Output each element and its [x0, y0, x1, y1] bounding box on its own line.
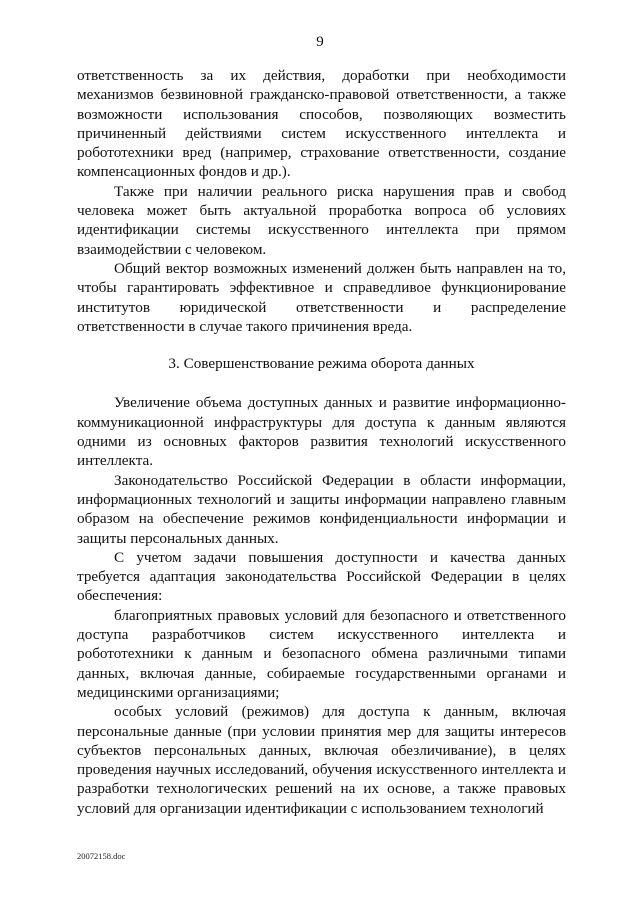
document-body	[77, 66, 566, 818]
page-number: 9	[316, 34, 324, 50]
paragraph-ai-identification: Также при наличии реального риска нарушения прав и свобод человека может быть актуальной проработка вопроса об условиях идентификации системы искусственного интеллекта при прямом взаимодействии с человеком.	[77, 182, 566, 258]
paragraph-legislation: Законодательство Российской Федерации в области информации, информационных технологий и защиты информации направлено главным образом на обеспечение режимов конфиденциальности информации и защиты персональных данных.	[77, 471, 566, 547]
paragraph-liability-continuation: ответственность за их действия, доработки при необходимости механизмов безвиновной гражданско-правовой ответственности, а также возможности использования способов, позволяющих возместить причиненный действиями систем искусственного интеллекта и робототехники вред (например, страхование ответственности, создание компенсационных фондов и др.).	[77, 67, 566, 181]
paragraph-data-volume: Увеличение объема доступных данных и развитие информационно-коммуникационной инфраструктуры для доступа к данным являются одними из основных факторов развития технологий искусственного интеллекта.	[77, 394, 566, 470]
list-item-special-conditions: особых условий (режимов) для доступа к данным, включая персональные данные (при условии принятия мер для защиты интересов субъектов персональных данных, включая обезличивание), в целях проведения научных исследований, обучения искусственного интеллекта и разработки технологических решений на их основе, а также правовых условий для организации идентификации с использованием технологий	[77, 703, 566, 817]
paragraph-adaptation: С учетом задачи повышения доступности и качества данных требуется адаптация законодательства Российской Федерации в целях обеспечения:	[77, 548, 566, 605]
footer-file-name: 20072158.doc	[77, 851, 126, 861]
list-item-favorable-conditions: благоприятных правовых условий для безопасного и ответственного доступа разработчиков систем искусственного интеллекта и робототехники к данным и безопасного обмена различными типами данных, включая данные, собираемые государственными органами и медицинскими организациями;	[77, 606, 566, 701]
paragraph-general-vector: Общий вектор возможных изменений должен быть направлен на то, чтобы гарантировать эффективное и справедливое функционирование институтов юридической ответственности и распределение ответственности в случае такого причинения вреда.	[77, 259, 566, 335]
section-heading-data-turnover: 3. Совершенствование режима оборота данных	[168, 355, 475, 373]
